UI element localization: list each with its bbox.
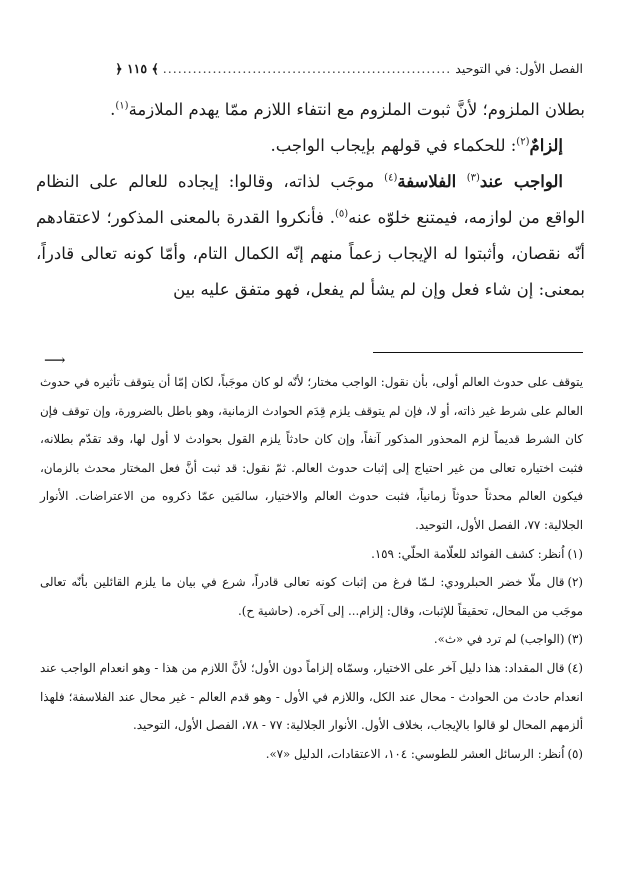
footnote-text: اُنظر: الرسائل العشر للطوسي: ١٠٤، الاعتقادات، الدليل «٧». [265, 746, 565, 761]
footnote-number: (٣) [567, 632, 583, 647]
paragraph-1 [36, 92, 585, 128]
footnote-text: قال ملّا خضر الحبلرودي: لـمّا فرغ من إثبات كونه تعالى قادراً، شرع في بيان ما يلزم القائلين بأنّه تعالى موجَب من المحال، تحقيقاً للإثبات، وقال: إلزام... إلى آخره. (حاشية ح). [40, 575, 583, 618]
footnote-continuation: يتوقف على حدوث العالم أولى، بأن نقول: الواجب مختار؛ لأنّه لو كان موجَباً، لكان إمّا أن يتوقف تأثيره في حدوث العالم على شرط غير ذاته، أو لا، فإن لم يتوقف يلزم قِدَم الحوادث الزمانية، وهو باطل بالضرورة، وإن توقف فإن كان الشرط قديماً لزم المحذور المذكور آنفاً، وإن كان حادثاً يلزم القول بحوادث لا أول لها، وقد تقدّم بطلانه، فثبت اختياره تعالى من غير احتياج إلى إثبات حدوث العالم. ثمّ نقول: قد ثبت أنَّ فعل المختار محدث بالزمان، فيكون العالم محدثاً حدوثاً زمانياً، فثبت حدوث العالم والاختيار، سالمَين عمّا ذكروه من الاعتراضات. الأنوار الجلالية: ٧٧، الفصل الأول، التوحيد. [40, 375, 583, 532]
paragraph-2-text: : للحكماء في قولهم بإيجاب الواجب. [270, 136, 517, 155]
paragraph-3-text: موجَب لذاته، وقالوا: إيجاده للعالم على النظام الواقع من لوازمه، فيمتنع خلوّه عنه [36, 172, 585, 227]
paragraph-3 [36, 164, 585, 308]
footnote-ref-1[interactable]: (١) [115, 100, 129, 112]
running-header [38, 58, 583, 80]
heading-term-wajib: الواجب عند [479, 172, 563, 191]
footnote-text: (الواجب) لم ترد في «ث». [433, 632, 565, 647]
footnote-text: قال المقداد: هذا دليل آخر على الاختيار، وسمّاه إلزاماً دون الأول؛ لأنَّ اللازم من هذا - وهو انعدام الواجب عند انعدام حادث من الحوادث - محال عند الكل، واللازم في الأول - وهو قدم العالم - غير محال عند الفلاسفة؛ فلهذا ألزمهم المحال لو قالوا بالإيجاب، بخلاف الأول. الأنوار الجلالية: ٧٧ - ٧٨، الفصل الأول، التوحيد. [40, 660, 583, 733]
page-number: ﴾ ١١٥ ﴿ [115, 61, 159, 76]
footnote-number: (٥) [567, 746, 583, 761]
paragraph-2 [36, 128, 585, 164]
footnote-2 [40, 568, 583, 625]
chapter-title: الفصل الأول: في التوحيد [455, 61, 583, 76]
footnote-number: (١) [567, 546, 583, 561]
footnote-ref-4[interactable]: (٤) [384, 172, 398, 184]
footnote-ref-5[interactable]: (٥) [334, 208, 349, 220]
footnotes [40, 368, 583, 768]
main-text [36, 92, 585, 308]
paragraph-1-text: بطلان الملزوم؛ لأنَّ ثبوت الملزوم مع انتفاء اللازم ممّا يهدم الملازمة [128, 100, 585, 119]
footnote-number: (٢) [567, 575, 583, 590]
paragraph-3-end: . فأنكروا القدرة بالمعنى المذكور؛ لاعتقادهم أنّه نقصان، وأثبتوا له الإيجاب زعماً منهم إنّه الكمال التام، وأمّا كونه تعالى قادراً، بمعنى: إن شاء فعل وإن لم يشأ لم يفعل، فهو متفق عليه بين [36, 208, 585, 299]
footnote-1 [40, 540, 583, 569]
footnote-4 [40, 654, 583, 740]
footnote-number: (٤) [567, 660, 583, 675]
header-leader-dots: .......................................................... [162, 61, 452, 76]
footnote-3 [40, 625, 583, 654]
continuation-arrow-icon: ⟶ [44, 351, 66, 369]
heading-term-ilzam: إلزامٌ [529, 136, 563, 155]
footnote-separator [373, 352, 583, 353]
paragraph-1-end: . [110, 100, 116, 119]
footnote-text: اُنظر: كشف الفوائد للعلّامة الحلّي: ١٥٩. [371, 546, 565, 561]
footnote-5 [40, 740, 583, 769]
footnote-ref-3[interactable]: (٣) [466, 172, 480, 184]
heading-term-falasifa: الفلاسفة [397, 172, 467, 191]
footnote-ref-2[interactable]: (٢) [516, 136, 530, 148]
